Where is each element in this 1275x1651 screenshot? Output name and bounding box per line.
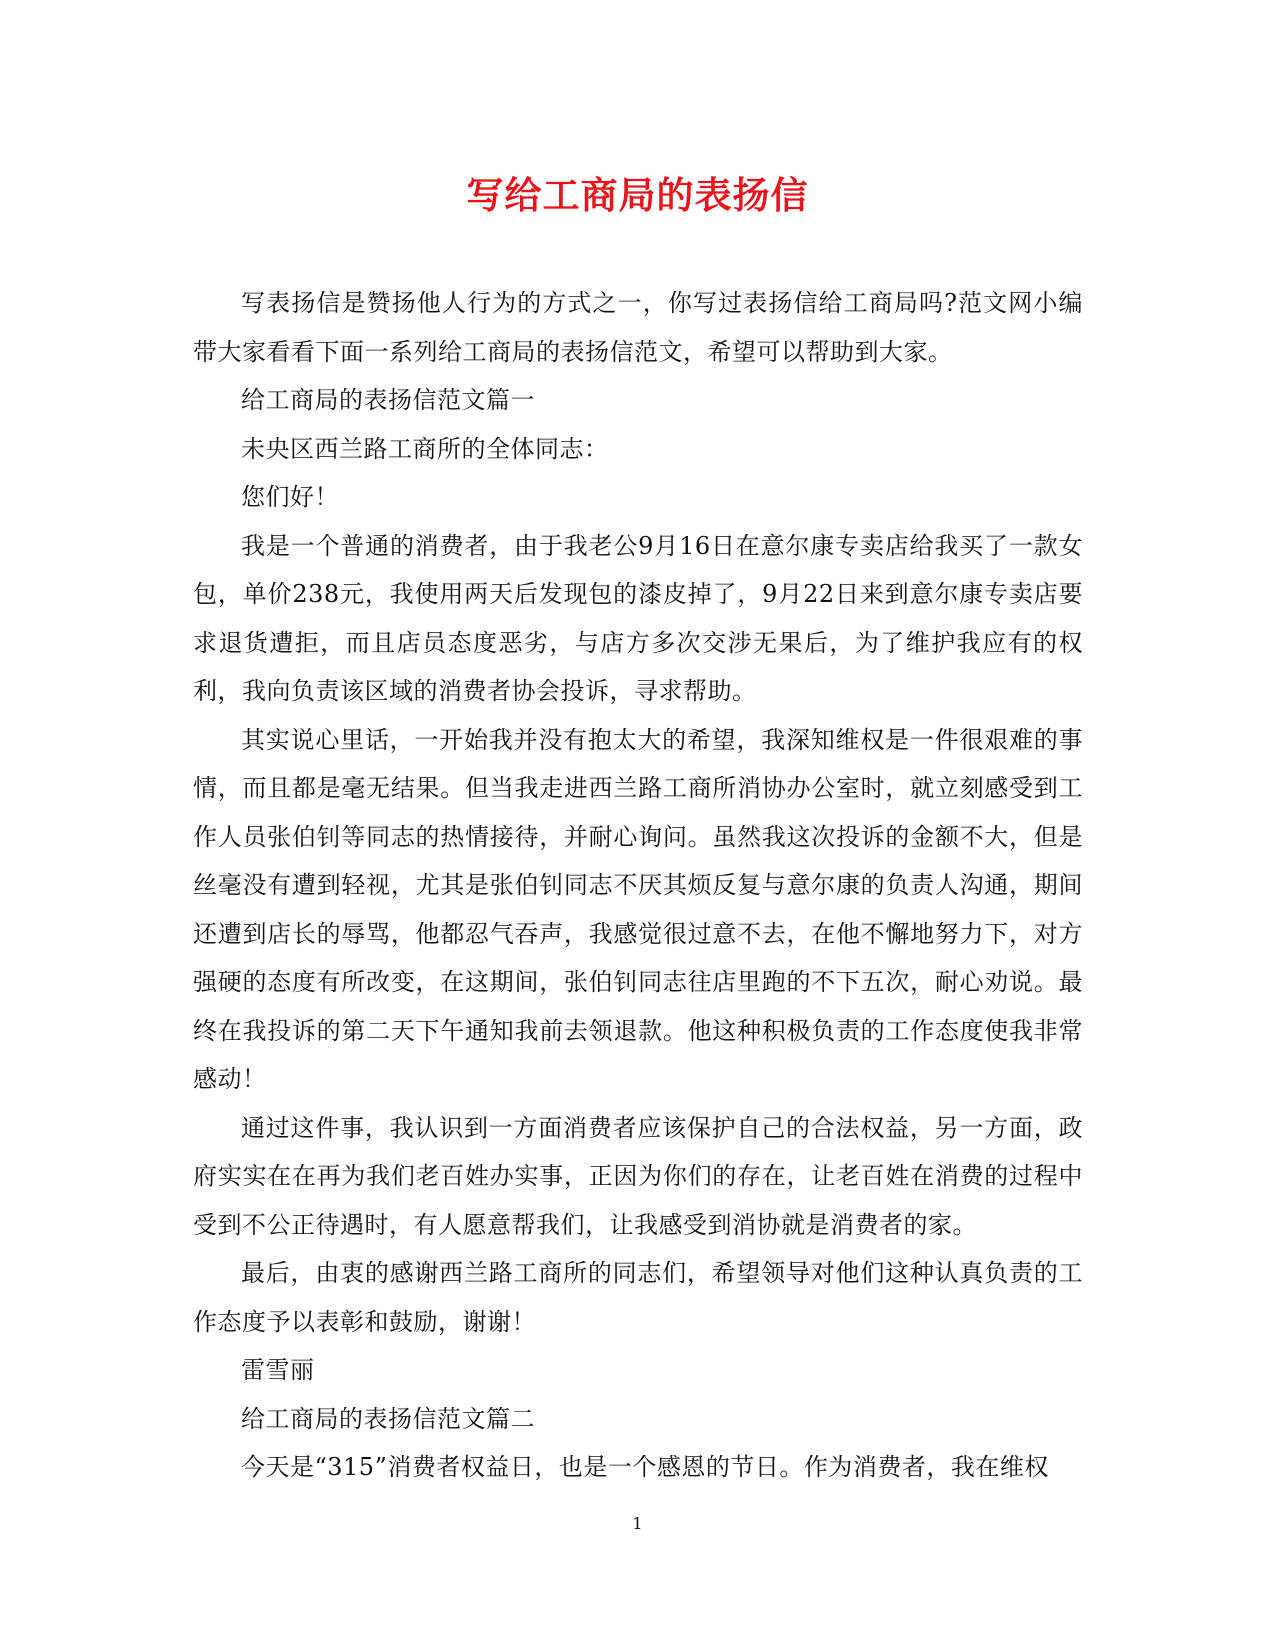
paragraph-complaint: 我是一个普通的消费者，由于我老公9月16日在意尔康专卖店给我买了一款女包，单价238元，我使用两天后发现包的漆皮掉了，9月22日来到意尔康专卖店要求退货遭拒，而且店员态度恶劣，与店方多次交涉无果后，为了维护我应有的权利，我向负责该区域的消费者协会投诉，寻求帮助。 [193, 531, 1083, 705]
document-title: 写给工商局的表扬信 [466, 173, 809, 217]
paragraph-intro: 写表扬信是赞扬他人行为的方式之一，你写过表扬信给工商局吗?范文网小编带大家看看下面一系列给工商局的表扬信范文，希望可以帮助到大家。 [193, 289, 1083, 366]
letter-signature: 雷雪丽 [241, 1356, 315, 1384]
letter-greeting: 您们好！ [241, 483, 339, 511]
paragraph-second-letter: 今天是“315”消费者权益日，也是一个感恩的节日。作为消费者，我在维权 [241, 1453, 1049, 1481]
paragraph-reflection: 通过这件事，我认识到一方面消费者应该保护自己的合法权益，另一方面，政府实实在在再为我们老百姓办实事，正因为你们的存在，让老百姓在消费的过程中受到不公正待遇时，有人愿意帮我们，让我感受到消协就是消费者的家。 [193, 1113, 1083, 1239]
paragraph-experience: 其实说心里话，一开始我并没有抱太大的希望，我深知维权是一件很艰难的事情，而且都是毫无结果。但当我走进西兰路工商所消协办公室时，就立刻感受到工作人员张伯钊等同志的热情接待，并耐心询问。虽然我这次投诉的金额不大，但是丝毫没有遭到轻视，尤其是张伯钊同志不厌其烦反复与意尔康的负责人沟通，期间还遭到店长的辱骂，他都忍气吞声，我感觉很过意不去，在他不懈地努力下，对方强硬的态度有所改变，在这期间，张伯钊同志往店里跑的不下五次，耐心劝说。最终在我投诉的第二天下午通知我前去领退款。他这种积极负责的工作态度使我非常感动！ [193, 725, 1083, 1093]
letter-salutation: 未央区西兰路工商所的全体同志： [241, 434, 609, 463]
page-number: 1 [632, 1514, 643, 1533]
section-heading-2: 给工商局的表扬信范文篇二 [241, 1404, 535, 1433]
document-body [193, 279, 1083, 1492]
paragraph-closing: 最后，由衷的感谢西兰路工商所的同志们，希望领导对他们这种认真负责的工作态度予以表彰和鼓励，谢谢！ [193, 1259, 1083, 1336]
section-heading-1: 给工商局的表扬信范文篇一 [241, 386, 535, 414]
